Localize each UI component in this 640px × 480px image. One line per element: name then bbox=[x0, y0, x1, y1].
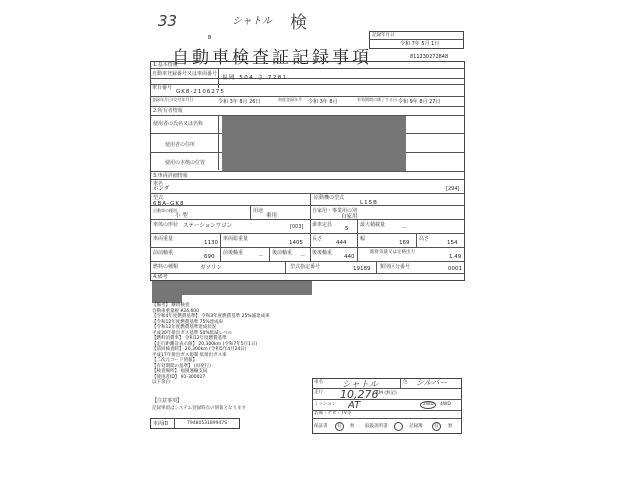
height-label: 高さ bbox=[419, 236, 430, 242]
model-value: 6BA-GK8 bbox=[153, 201, 185, 207]
model-label: 型式 bbox=[153, 195, 164, 201]
stamp-mileage-label: 走行 bbox=[314, 390, 323, 395]
rr-axle-label: 後後軸重 bbox=[312, 250, 333, 256]
stamp-spare-yes: 有 bbox=[434, 424, 439, 429]
expiry-value: 令和 9年 8月 27日 bbox=[398, 99, 441, 105]
remark-line: 以下余白 bbox=[152, 380, 170, 385]
section-remarks-label: 4.備考 bbox=[153, 274, 168, 280]
remark-line: 【令和12年度燃費基準達成状況 bbox=[152, 325, 217, 330]
remark-line: 平成17年排出ガス規制 低排出ガス車 bbox=[152, 352, 227, 358]
maxload-value: － bbox=[402, 226, 408, 232]
stamp-recycle-label: 保証書 bbox=[314, 424, 328, 429]
make-code: [294] bbox=[446, 186, 460, 192]
stamp-trans-value: AT bbox=[348, 400, 361, 411]
vehicle-id-value: 7948053189947S bbox=[187, 421, 228, 426]
chassis-label: 車台番号 bbox=[152, 85, 173, 91]
use-value: 乗用 bbox=[266, 213, 278, 219]
spare-yes-circle bbox=[432, 422, 441, 431]
disp-label: 総排気量又は定格出力 bbox=[370, 250, 415, 255]
stamp-color-value: シルバー bbox=[416, 378, 448, 387]
owner-label: 使用者の氏名又は名称 bbox=[153, 121, 204, 127]
gross-label: 車両総重量 bbox=[223, 236, 249, 242]
private-label: 自家用・事業用の別 bbox=[312, 208, 358, 214]
stamp-trans-label: ミッション bbox=[314, 402, 337, 407]
stamp-spare-no: 無 bbox=[448, 424, 453, 429]
front-axle-label: 前前軸重 bbox=[153, 250, 174, 256]
maxload-label: 最大積載量 bbox=[360, 222, 386, 228]
remark-line: 【前回検査時】 20,300km (令和5年4月24日) bbox=[152, 347, 247, 352]
rr-axle-value: 440 bbox=[344, 254, 355, 260]
make-value: ホンダ bbox=[153, 186, 170, 192]
expiry-label: 有効期間の満了する日 bbox=[357, 97, 397, 102]
gross-value: 1405 bbox=[289, 240, 303, 246]
stamp-name-label: 車名 bbox=[314, 380, 323, 385]
remark-line: 【使用者ID】 91-300027 bbox=[152, 374, 206, 380]
body-value: ステーションワゴン bbox=[183, 223, 233, 229]
stamp-recycle-yes: 有 bbox=[337, 424, 342, 429]
handwritten-kanji: 検 bbox=[290, 13, 307, 33]
notice-label: 【注意事項】 bbox=[152, 398, 183, 404]
width-label: 幅 bbox=[360, 236, 366, 242]
stamp-spare-label: 記録簿 bbox=[409, 424, 423, 429]
remarks-list bbox=[152, 303, 322, 386]
body-code: [003] bbox=[290, 224, 304, 230]
remark-line: 【走行距離計表示値】 20,300km (令和7年5月1日) bbox=[152, 341, 258, 347]
rear-axle-label: 後前軸重 bbox=[272, 250, 293, 256]
recycle-yes-circle bbox=[335, 422, 344, 431]
stamp-mileage-unit: KM (無記) bbox=[376, 391, 397, 396]
capacity-label: 乗車定員 bbox=[312, 222, 333, 228]
capacity-value: 5 bbox=[345, 226, 349, 232]
stamp-color-label: 色 bbox=[403, 380, 408, 385]
reg-label: 自動車登録番号又は車両番号 bbox=[152, 71, 218, 77]
stamp-manual-label: 取扱説明書 bbox=[365, 424, 388, 429]
remark-line: 自動車重量税 ¥24,600 bbox=[152, 308, 200, 314]
section-vehicle-label: 3.車両詳細情報 bbox=[153, 173, 188, 179]
fuel-value: ガソリン bbox=[200, 265, 223, 271]
record-date-label: 記録年月日 bbox=[372, 33, 395, 38]
use-label: 用途 bbox=[253, 208, 264, 214]
ff-axle-label: 前後軸重 bbox=[223, 250, 244, 256]
body-label: 車体の形状 bbox=[153, 222, 179, 228]
weight-value: 1130 bbox=[204, 240, 218, 246]
remark-line: 【燃料消費率】 令和12年度燃費基準 bbox=[152, 336, 227, 341]
document-title: 自動車検査証記録事項 bbox=[172, 48, 372, 68]
stamp-options-label: 装備・ナビ・TV等 bbox=[314, 411, 352, 416]
redacted-remarks-block bbox=[152, 281, 312, 295]
section-user-label: 2.所有者情報 bbox=[153, 108, 183, 114]
disp-value: 1.49 bbox=[449, 254, 462, 260]
header-marker: B bbox=[208, 35, 212, 41]
front-axle-value: 690 bbox=[204, 254, 215, 260]
remark-line: 平成30年排出ガス基準 50%低減レベル bbox=[152, 330, 233, 336]
base-label: 使用の本拠の位置 bbox=[165, 160, 206, 166]
redacted-remarks-block-2 bbox=[152, 295, 182, 303]
first-reg2-value: 令和 3年 8月 bbox=[308, 99, 338, 105]
length-value: 444 bbox=[336, 240, 347, 246]
handwritten-number: 33 bbox=[158, 12, 178, 30]
manual-circle bbox=[394, 422, 403, 431]
reg-value: 福岡 504 さ 7281 bbox=[222, 75, 288, 81]
type-value: 小 型 bbox=[175, 213, 188, 219]
record-date-value: 令和 7年 5月 1日 bbox=[400, 41, 440, 47]
chassis-value: GK8-2106275 bbox=[176, 89, 225, 95]
first-reg-label: 登録年月日/交付年月日 bbox=[152, 97, 194, 102]
remark-line: 【令和12年度燃費基準 75%達成車 bbox=[152, 319, 224, 325]
height-value: 154 bbox=[447, 240, 458, 246]
make-label: 車名 bbox=[153, 181, 164, 187]
first-reg2-label: 初度登録年月 bbox=[278, 97, 302, 102]
rear-axle-value: － bbox=[300, 254, 306, 260]
ff-axle-value: － bbox=[258, 254, 264, 260]
vehicle-id-label: 車両ID bbox=[153, 421, 169, 427]
private-value: 自家用 bbox=[341, 214, 358, 220]
notice-text: 記録事項はシステム登録時点の情報となります bbox=[152, 406, 247, 411]
fuel-label: 燃料の種類 bbox=[153, 264, 179, 270]
remark-line: 【有効期間の基準】 (再発行) bbox=[152, 363, 211, 369]
handwritten-model: シャトル bbox=[232, 16, 272, 27]
remark-line: 【令和4年度燃費基準】 令和3年度燃費基準 25%減達成車 bbox=[152, 314, 270, 319]
remark-line: 【二次元コード情報】 bbox=[152, 358, 197, 363]
address-label: 使用者の住所 bbox=[165, 142, 196, 148]
stamp-name-value: シャトル bbox=[342, 380, 378, 390]
drive-2wd: 2WD bbox=[423, 402, 434, 407]
drive-4wd: 4WD bbox=[440, 402, 451, 407]
redacted-owner-block bbox=[222, 116, 406, 171]
length-label: 長さ bbox=[312, 236, 323, 242]
engine-value: L15B bbox=[360, 200, 378, 206]
class-value: 0001 bbox=[448, 266, 462, 272]
doc-number: 811230272848 bbox=[410, 54, 449, 60]
model-cert-label: 型式指定番号 bbox=[290, 264, 321, 270]
first-reg-value: 令和 3年 8月 26日 bbox=[218, 99, 261, 105]
model-cert-value: 19189 bbox=[353, 266, 371, 272]
section-basic-label: 1.基本情報 bbox=[153, 62, 178, 68]
remark-line: 【検査場所】 福岡運輸支局 bbox=[152, 369, 208, 374]
engine-label: 原動機の型式 bbox=[314, 195, 345, 201]
type-label: 自動車の種別 bbox=[153, 208, 177, 213]
weight-label: 車両重量 bbox=[153, 236, 174, 242]
width-value: 169 bbox=[399, 240, 410, 246]
stamp-mileage-value: 10,276 bbox=[340, 388, 379, 401]
class-label: 類別区分番号 bbox=[380, 264, 411, 270]
stamp-recycle-no: 無 bbox=[350, 424, 355, 429]
remark-line: 【備考】 継続検査 bbox=[152, 303, 190, 308]
